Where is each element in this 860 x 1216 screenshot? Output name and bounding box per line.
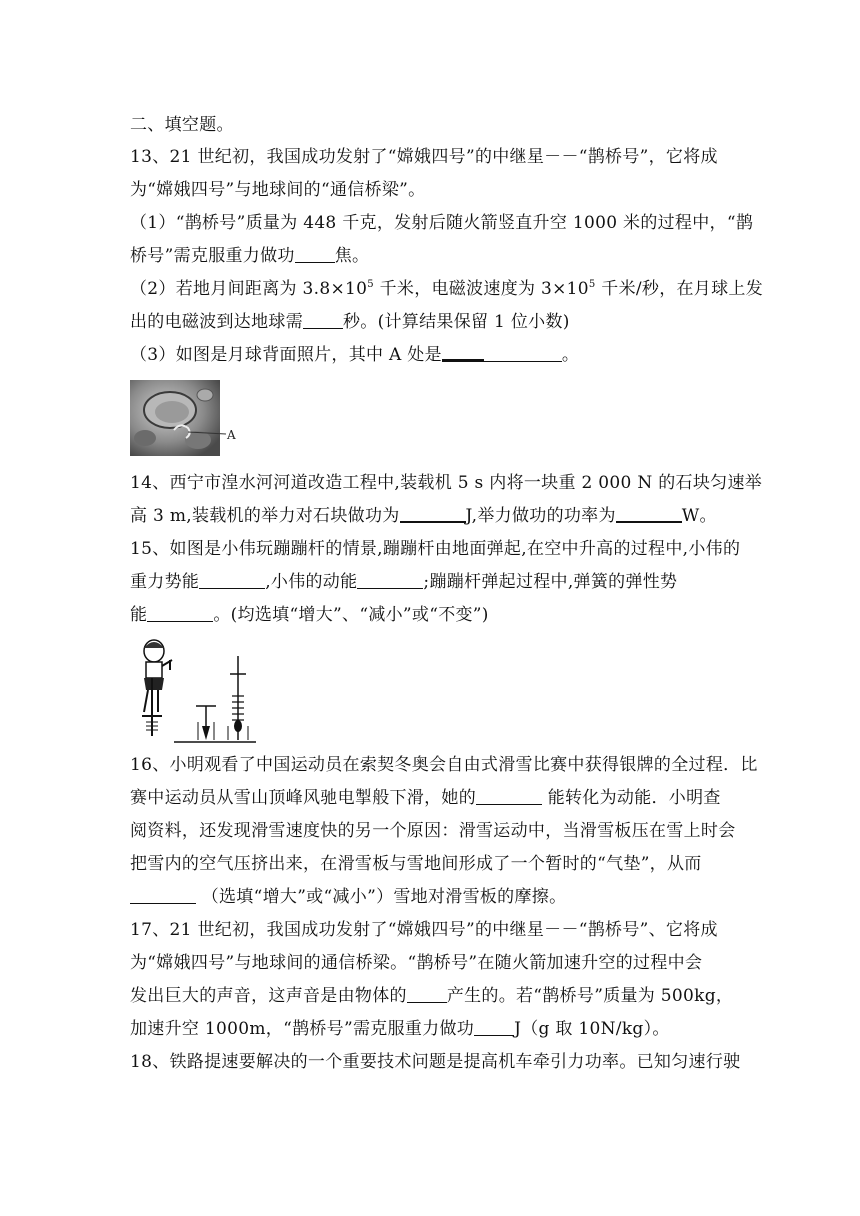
q17-text-d: J（g 取 10N/kg）。 (514, 1019, 670, 1039)
moon-backside-photo (130, 380, 242, 461)
q16-line1: 16、小明观看了中国运动员在索契冬奥会自由式滑雪比赛中获得银牌的全过程．比 (130, 755, 758, 775)
q13-part2-text-d: 出的电磁波到达地球需 (130, 312, 303, 332)
q13-part2-exponent-2: 5 (588, 279, 596, 290)
q16-line4: 把雪内的空气压挤出来，在滑雪板与雪地间形成了一个暂时的“气垫”，从而 (130, 854, 702, 874)
pogo-stick-figure (130, 636, 256, 751)
q14-text-c: W。 (681, 506, 717, 526)
q13-part1-line1: （1）“鹊桥号”质量为 448 千克，发射后随火箭竖直升空 1000 米的过程中，“鹊 (130, 213, 754, 233)
q16-line2 (130, 787, 721, 809)
q15-potential-energy-blank[interactable] (199, 573, 265, 589)
q16-line5 (130, 886, 566, 908)
q13-part1-line2 (130, 245, 369, 267)
q13-part3-answer-blank[interactable] (442, 346, 562, 362)
q15-text-c: ;蹦蹦杆弹起过程中,弹簧的弹性势 (423, 572, 678, 592)
q13-part2-text-a: （2）若地月间距离为 3.8×10 (130, 279, 368, 299)
q14-text-a: 高 3 m,装载机的举力对石块做功为 (130, 506, 400, 526)
q15-text-a: 重力势能 (130, 572, 200, 592)
q13-part2-exponent-1: 5 (367, 279, 374, 290)
q17-line3 (130, 985, 733, 1007)
q13-part1-text-a: 桥号”需克服重力做功 (130, 246, 295, 266)
q13-part2-line1 (130, 278, 763, 300)
q13-part1-answer-blank[interactable] (295, 247, 335, 263)
q17-text-b: 产生的。若“鹊桥号”质量为 500kg， (446, 986, 734, 1006)
q15-text-d: 能 (130, 605, 148, 625)
q14-power-blank[interactable] (616, 506, 682, 523)
q13-line1: 13、21 世纪初，我国成功发射了“嫦娥四号”的中继星－－“鹊桥号”，它将成 (130, 147, 718, 167)
q13-part3-text-b: 。 (561, 345, 580, 365)
q17-line2: 为“嫦娥四号”与地球间的通信桥梁。“鹊桥号”在随火箭加速升空的过程中会 (130, 953, 703, 973)
q17-line1: 17、21 世纪初，我国成功发射了“嫦娥四号”的中继星－－“鹊桥号”、它将成 (130, 920, 718, 940)
q13-part3-line (130, 344, 579, 366)
q17-text-c: 加速升空 1000m，“鹊桥号”需克服重力做功 (130, 1019, 475, 1039)
q15-line3 (130, 604, 489, 626)
q17-sound-source-blank[interactable] (407, 987, 447, 1003)
q15-kinetic-energy-blank[interactable] (357, 573, 423, 589)
q17-work-blank[interactable] (474, 1020, 514, 1036)
q13-part2-answer-blank[interactable] (303, 313, 343, 329)
q16-energy-blank[interactable] (476, 789, 542, 805)
q13-part3-text-a: （3）如图是月球背面照片，其中 A 处是 (130, 345, 442, 365)
q16-text-c: （选填“增大”或“减小”）雪地对滑雪板的摩擦。 (196, 887, 567, 907)
q14-line1: 14、西宁市湟水河河道改造工程中,装载机 5 s 内将一块重 2 000 N 的石块匀速举 (130, 473, 763, 493)
q14-line2 (130, 505, 717, 527)
q13-part2-text-c: 千米/秒，在月球上发 (595, 279, 764, 299)
q16-line3: 阅资料，还发现滑雪速度快的另一个原因：滑雪运动中，当滑雪板压在雪上时会 (130, 821, 736, 841)
moon-figure-label-a: A (227, 428, 236, 442)
section-title: 二、填空题。 (130, 115, 234, 135)
q13-part2-text-b: 千米，电磁波速度为 3×10 (373, 279, 589, 299)
q15-line2 (130, 571, 677, 593)
q15-line1: 15、如图是小伟玩蹦蹦杆的情景,蹦蹦杆由地面弹起,在空中升高的过程中,小伟的 (130, 539, 741, 559)
q16-friction-blank[interactable] (130, 888, 196, 904)
q15-text-b: ,小伟的动能 (265, 572, 358, 592)
q13-part2-line2 (130, 311, 570, 333)
q14-work-blank[interactable] (400, 506, 466, 523)
q15-text-e: 。(均选填“增大”、“减小”或“不变”) (213, 605, 489, 625)
q13-line2: 为“嫦娥四号”与地球间的“通信桥梁”。 (130, 180, 426, 200)
q14-text-b: J,举力做功的功率为 (465, 506, 616, 526)
q15-elastic-energy-blank[interactable] (147, 606, 213, 622)
q16-text-b: 能转化为动能．小明查 (542, 788, 721, 808)
q18-line1: 18、铁路提速要解决的一个重要技术问题是提高机车牵引力功率。已知匀速行驶 (130, 1052, 741, 1072)
q13-part2-text-e: 秒。(计算结果保留 1 位小数) (343, 312, 570, 332)
q17-line4 (130, 1018, 670, 1040)
q13-part1-text-b: 焦。 (334, 246, 370, 266)
q16-text-a: 赛中运动员从雪山顶峰风驰电掣般下滑，她的 (130, 788, 476, 808)
q17-text-a: 发出巨大的声音，这声音是由物体的 (130, 986, 407, 1006)
